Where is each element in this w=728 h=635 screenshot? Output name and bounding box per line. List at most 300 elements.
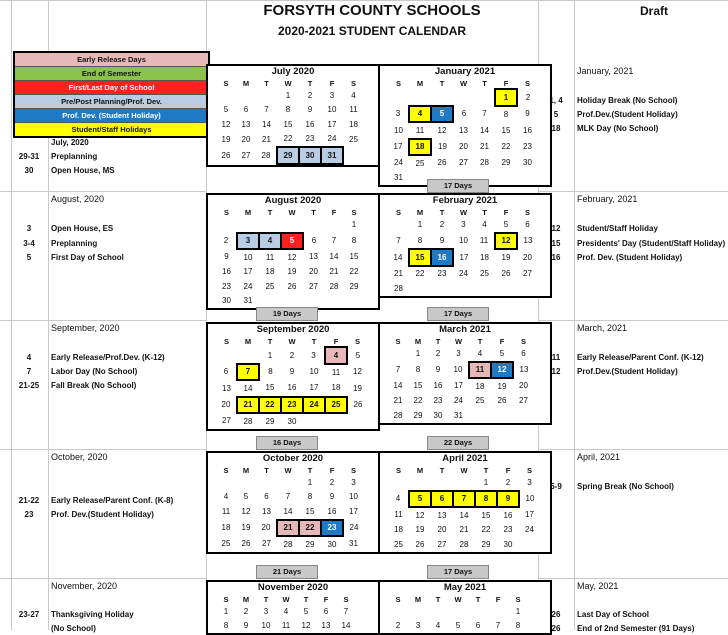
day-cell: 24 [303,397,325,414]
days-band-jan: 17 Days [427,179,489,193]
day-cell: 1 [417,220,423,230]
day-cell [256,475,277,490]
day-cell: 27 [523,268,532,278]
day-cell: 14 [393,252,403,262]
day-cell: 4 [395,494,401,504]
day-cell [303,413,325,429]
weekday-label: W [459,79,468,88]
day-cell: 9 [497,491,519,508]
day-cell: 19 [241,523,251,533]
note-date: 26 [551,610,561,619]
day-cell: 12 [491,362,513,379]
day-cell: 6 [264,492,269,502]
day-cell: 5 [223,105,229,115]
weekday-label: S [520,336,526,346]
weekday-label: T [439,79,445,88]
day-cell [237,217,259,233]
note-date: 5 [26,253,32,262]
note-head-november: November, 2020 [51,581,118,591]
weekday-label: S [223,465,229,475]
days-band-feb: 17 Days [427,307,489,321]
days-band-mar: 22 Days [427,436,489,450]
day-cell: 21 [394,268,403,278]
day-cell: 14 [393,381,403,391]
note-text: Presidents' Day (Student/Staff Holiday) [577,239,726,248]
day-cell: 2 [505,477,511,487]
month-title: March 2021 [439,324,491,335]
day-cell: 17 [525,510,534,520]
day-cell: 6 [311,236,317,246]
weekday-label: T [475,594,481,604]
day-cell: 3 [456,349,461,359]
day-cell: 11 [394,510,403,520]
note-head-march: March, 2021 [577,323,628,333]
draft-status: Draft [639,4,668,18]
note-head-february: February, 2021 [577,194,638,204]
day-cell: 24 [525,525,534,535]
day-cell: 6 [323,606,329,616]
day-cell: 19 [438,142,447,152]
day-cell: 12 [221,119,231,129]
day-cell: 24 [459,268,468,278]
day-cell [216,347,237,364]
weekday-label: F [499,336,505,346]
day-cell: 27 [262,539,271,549]
day-cell: 15 [501,125,511,135]
note-date: 12 [551,224,561,233]
day-cell: 27 [437,539,447,549]
day-cell: 16 [503,510,513,520]
day-cell [428,604,448,619]
day-cell: 8 [268,367,273,377]
day-cell: 14 [480,125,489,135]
note-head-may: May, 2021 [577,581,619,591]
day-cell: 12 [353,367,362,377]
day-cell [277,475,299,490]
day-cell: 10 [394,125,403,135]
note-text: Last Day of School [577,610,650,619]
day-cell: 14 [262,119,271,129]
day-cell: 28 [243,416,253,426]
weekday-label: M [242,78,250,88]
weekday-label: S [350,465,356,475]
weekday-label: T [439,465,445,475]
day-cell: 26 [437,158,447,168]
note-text: Open House, MS [51,166,115,175]
day-cell: 13 [523,236,533,246]
day-cell [453,281,474,296]
day-cell [495,171,517,186]
day-cell [448,604,468,619]
day-cell: 20 [519,381,528,391]
day-cell [519,537,540,552]
month-title: January 2021 [434,66,496,77]
note-date: 5 [553,110,559,119]
month-title: November 2020 [257,582,329,593]
day-cell: 8 [351,236,357,246]
day-cell [388,604,408,619]
legend-prof-dev: Prof. Dev. (Student Holiday) [15,109,208,123]
day-cell: 27 [222,416,231,426]
day-cell: 24 [243,281,253,291]
weekday-label: M [244,207,252,217]
day-cell: 7 [396,236,401,246]
weekday-label: T [435,336,441,346]
day-cell: 14 [341,621,351,631]
day-cell: 17 [454,381,463,391]
day-cell [256,88,277,103]
day-cell: 28 [480,158,489,168]
weekday-label: T [307,465,313,475]
day-cell: 20 [261,523,271,533]
day-cell: 3 [415,621,421,631]
day-cell [324,294,344,309]
month-title: August 2020 [264,195,322,206]
day-cell: 1 [483,477,489,487]
day-cell: 11 [265,252,275,262]
calendar-october-2020 [206,451,380,554]
weekday-label: M [414,336,422,346]
weekday-label: M [416,207,424,217]
day-cell: 7 [285,492,291,502]
note-date: 23 [24,510,34,519]
day-cell: 3 [329,90,335,100]
day-cell: 19 [287,267,297,277]
day-cell: 16 [523,125,532,135]
day-cell: 4 [223,492,229,502]
day-cell: 26 [501,268,511,278]
note-head-april: April, 2021 [577,452,621,462]
day-cell: 6 [475,621,481,631]
month-title: September 2020 [256,324,330,335]
day-cell: 14 [243,383,253,393]
weekday-label: W [454,594,462,604]
days-band-oct: 21 Days [256,565,318,579]
day-cell: 6 [521,349,526,359]
note-text: Prof. Dev.(Student Holiday) [51,510,154,519]
day-cell: 1 [223,606,229,616]
day-cell: 21 [329,267,339,277]
day-cell: 28 [283,539,293,549]
weekday-label: F [505,465,511,475]
day-cell [513,408,534,423]
day-cell: 26 [221,150,231,160]
note-text: Fall Break (No School) [51,381,137,390]
day-cell: 8 [415,365,421,375]
day-cell: 29 [265,416,275,426]
day-cell [259,217,281,233]
note-date: 21-25 [18,381,40,390]
day-cell: 7 [237,364,259,381]
weekday-label: W [284,465,292,475]
day-cell [216,475,236,490]
day-cell [388,346,408,362]
day-cell: 2 [223,236,229,246]
day-cell: 13 [241,119,251,129]
calendar-september-2020 [206,322,380,431]
day-cell: 7 [343,606,349,616]
day-cell: 1 [267,350,273,360]
note-text: Student/Staff Holiday [577,224,658,233]
note-date: 1, 4 [549,96,563,105]
day-cell: 23 [503,525,513,535]
day-cell [491,408,513,423]
day-cell: 22 [283,134,293,144]
days-band-apr: 17 Days [427,565,489,579]
day-cell: 21 [277,520,299,537]
day-cell: 2 [395,621,401,631]
day-cell: 9 [289,367,295,377]
day-cell: 14 [459,510,469,520]
day-cell: 28 [329,281,339,291]
weekday-label: T [267,337,273,346]
weekday-label: S [223,337,229,346]
weekday-label: S [395,79,401,88]
day-cell [303,217,324,233]
note-date: 29-31 [18,152,40,161]
weekday-label: T [264,465,269,475]
weekday-label: M [416,465,424,475]
day-cell: 5 [303,606,309,616]
day-cell: 8 [515,621,521,631]
day-cell: 1 [351,220,357,230]
day-cell: 13 [437,510,447,520]
day-cell: 7 [495,621,501,631]
day-cell: 29 [305,539,315,549]
day-cell: 26 [241,539,251,549]
day-cell: 23 [222,281,231,291]
day-cell: 3 [311,350,316,360]
note-head-august: August, 2020 [51,194,105,204]
day-cell: 22 [259,397,281,414]
day-cell: 21 [480,142,489,152]
calendar-may-2021 [378,580,552,635]
day-cell: 13 [309,252,318,262]
day-cell: 22 [481,525,491,535]
weekday-label: T [439,207,445,217]
day-cell: 16 [222,267,231,277]
day-cell: 17 [327,119,337,129]
weekday-label: S [395,465,401,475]
note-date: 5-9 [550,482,562,491]
day-cell: 16 [327,506,337,516]
day-cell: 11 [479,236,489,246]
day-cell [431,89,453,106]
day-cell: 18 [475,381,485,391]
day-cell: 25 [349,134,358,144]
weekday-label: F [323,594,329,604]
day-cell [409,89,431,106]
day-cell: 8 [307,492,313,502]
legend-planning: Pre/Post Planning/Prof. Dev. [15,95,208,109]
day-cell: 30 [503,539,513,549]
day-cell [431,281,453,296]
day-cell: 24 [454,396,463,406]
weekday-label: M [244,337,252,346]
day-cell [303,294,324,309]
note-date: 3 [26,224,32,233]
calendar-november-2020 [206,580,380,635]
day-cell: 27 [459,158,468,168]
day-cell: 28 [394,283,403,293]
day-cell: 25 [480,268,489,278]
day-cell: 25 [394,539,403,549]
day-cell: 31 [394,173,403,183]
note-text: Preplanning [51,239,98,248]
day-cell [388,217,409,233]
weekday-label: S [351,207,357,217]
day-cell: 6 [243,105,249,115]
day-cell: 17 [309,383,319,393]
day-cell: 10 [327,105,337,115]
day-cell: 10 [525,494,535,504]
day-cell: 15 [283,119,293,129]
day-cell: 21 [237,397,259,414]
calendar-august-2020 [206,193,380,310]
day-cell: 22 [413,396,423,406]
day-cell: 11 [221,507,231,517]
day-cell [237,347,259,364]
day-cell [468,604,488,619]
day-cell: 4 [409,106,431,123]
weekday-label: S [223,78,229,88]
day-cell: 15 [265,383,275,393]
weekday-label: T [482,79,487,88]
day-cell: 7 [453,491,475,508]
day-cell [431,475,453,491]
weekday-label: S [395,207,401,217]
day-cell: 25 [325,397,347,414]
day-cell: 10 [309,367,319,377]
day-cell: 30 [222,296,231,306]
day-cell [488,604,508,619]
day-cell: 20 [523,252,532,262]
weekday-label: W [288,337,296,346]
note-text: Prof.Dev.(Student Holiday) [577,110,678,119]
day-cell: 6 [525,220,530,230]
day-cell: 24 [327,134,337,144]
day-cell [347,413,368,429]
day-cell: 30 [299,147,321,164]
legend [13,51,210,138]
day-cell: 9 [439,235,445,245]
weekday-label: F [329,465,335,475]
day-cell: 25 [265,281,275,291]
day-cell: 25 [415,158,425,168]
day-cell: 29 [501,158,511,168]
weekday-label: S [343,594,349,604]
day-cell: 31 [454,410,463,420]
day-cell [517,171,538,186]
day-cell: 19 [497,381,507,391]
day-cell: 8 [223,621,229,631]
note-text: Holiday Break (No School) [577,96,678,105]
day-cell [517,281,538,296]
weekday-label: W [282,594,290,604]
day-cell [453,89,474,106]
day-cell [388,89,409,106]
day-cell: 2 [435,349,441,359]
day-cell: 5 [281,233,303,250]
calendar-march-2021 [378,322,552,425]
day-cell [474,89,495,106]
day-cell: 3 [351,477,356,487]
month-title: October 2020 [262,453,324,464]
calendar-february-2021 [378,193,552,298]
day-cell: 9 [329,492,335,502]
day-cell: 16 [433,381,443,391]
days-band-aug: 19 Days [256,307,318,321]
day-cell: 7 [395,365,401,375]
note-head-october: October, 2020 [51,452,108,462]
day-cell: 24 [394,158,403,168]
weekday-label: S [526,465,532,475]
day-cell: 30 [287,416,297,426]
day-cell: 21 [262,134,271,144]
note-text: First Day of School [51,253,124,262]
day-cell: 12 [241,507,251,517]
weekday-label: T [311,337,317,346]
note-date: 21-22 [18,496,40,505]
day-cell: 30 [433,410,443,420]
day-cell: 18 [480,252,489,262]
days-band-sep: 16 Days [256,436,318,450]
weekday-label: F [495,594,501,604]
note-head-september: September, 2020 [51,323,120,333]
day-cell: 26 [353,400,363,410]
weekday-label: F [329,78,335,88]
day-cell: 16 [431,249,453,266]
day-cell: 25 [475,396,485,406]
note-text: MLK Day (No School) [577,124,659,133]
day-cell: 10 [453,365,463,375]
day-cell [453,475,475,491]
day-cell: 29 [349,281,359,291]
note-date: 16 [551,253,561,262]
note-text: Labor Day (No School) [51,367,138,376]
day-cell: 1 [495,89,517,106]
day-cell: 5 [455,621,461,631]
weekday-label: W [288,207,296,217]
weekday-label: T [482,207,487,217]
note-date: 7 [26,367,32,376]
note-text: Early Release/Parent Conf. (K-8) [51,496,174,505]
day-cell [216,217,237,233]
day-cell [469,408,491,423]
day-cell: 30 [327,539,337,549]
day-cell: 31 [321,147,343,164]
day-cell: 18 [265,267,275,277]
day-cell: 2 [525,92,531,102]
day-cell: 22 [299,520,321,537]
note-date: 26 [551,624,561,633]
day-cell: 16 [287,383,297,393]
day-cell: 5 [431,106,453,123]
day-cell: 6 [223,367,229,377]
day-cell [325,413,347,429]
day-cell: 9 [243,621,249,631]
day-cell: 17 [243,267,253,277]
day-cell: 1 [515,606,521,616]
day-cell: 15 [413,381,423,391]
day-cell: 23 [281,397,303,414]
day-cell: 3 [263,606,269,616]
day-cell: 11 [349,105,358,115]
day-cell: 22 [349,267,359,277]
day-cell: 16 [305,119,315,129]
day-cell: 19 [353,383,362,393]
day-cell: 5 [499,348,505,358]
